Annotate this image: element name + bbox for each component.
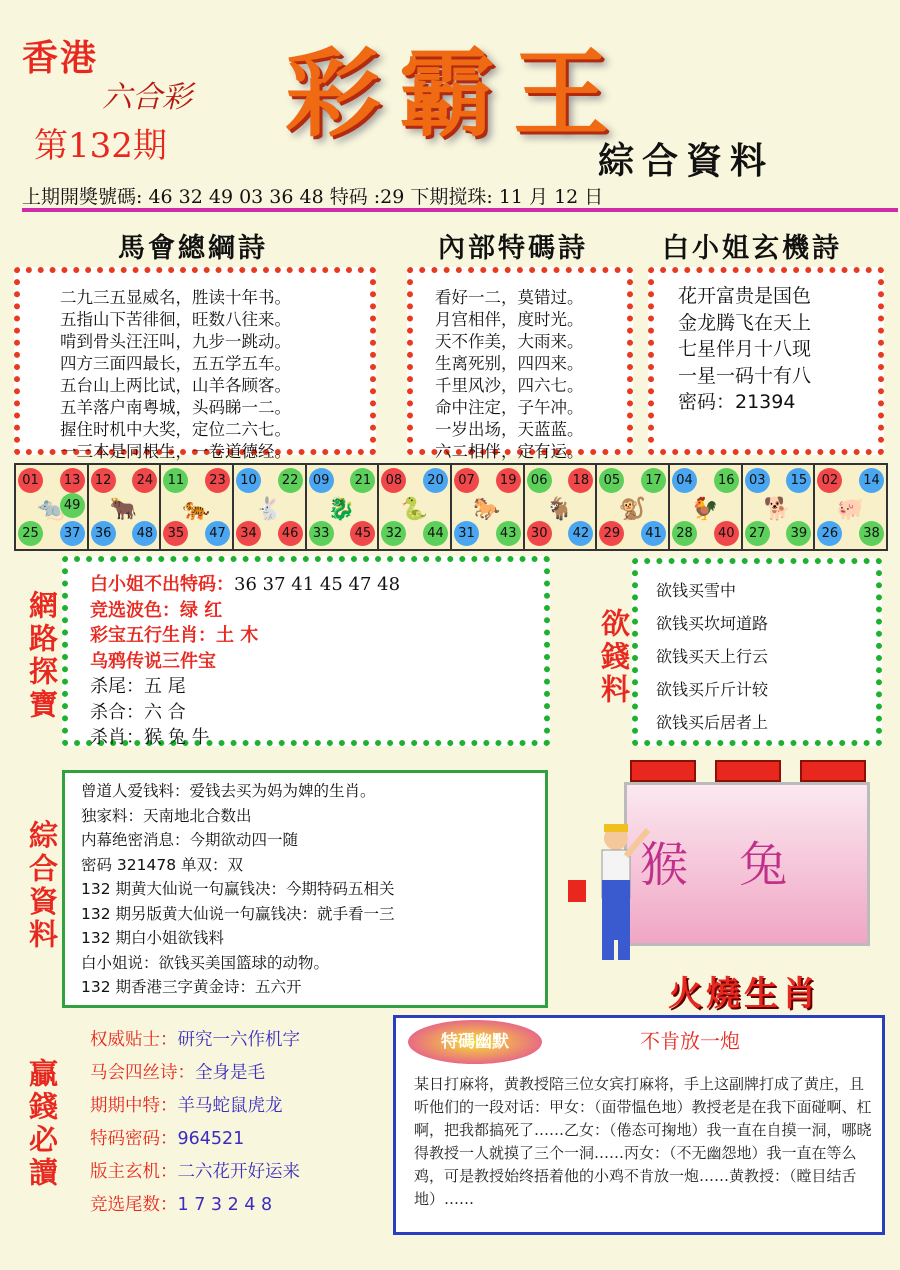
zodiac-cell-rabbit <box>234 465 307 549</box>
horse-icon: 🐎 <box>473 496 501 522</box>
number-ball: 06 <box>527 468 552 493</box>
painter-figure <box>566 820 656 970</box>
number-ball: 42 <box>568 521 593 546</box>
number-ball: 28 <box>672 521 697 546</box>
zodiac-cell-rat <box>16 465 89 549</box>
win-key: 竞选尾数： <box>90 1195 178 1215</box>
win-row <box>90 1090 300 1123</box>
snake-icon: 🐍 <box>400 496 428 522</box>
money-item: 欲钱买后居者上 <box>656 713 769 732</box>
poem-line: 握住时机中大奖，定位二六七。 <box>60 420 291 439</box>
joke-badge: 特碼幽默 <box>408 1020 542 1064</box>
number-ball: 24 <box>132 468 157 493</box>
comp-line: 132 期另版黄大仙说一句赢钱决：就手看一三 <box>81 904 395 923</box>
win-key: 马会四丝诗： <box>90 1063 195 1083</box>
poem-line: 六二相伴，定有运。 <box>435 442 584 461</box>
number-ball: 09 <box>309 468 334 493</box>
number-ball: 32 <box>381 521 406 546</box>
dragon-icon: 🐉 <box>327 496 356 522</box>
number-ball: 17 <box>641 468 666 493</box>
crow-line: 乌鸦传说三件宝 <box>90 650 216 672</box>
win-row <box>90 1189 300 1222</box>
number-ball: 49 <box>60 493 85 518</box>
poem3-title: 白小姐玄機詩 <box>662 233 842 264</box>
number-ball: 04 <box>672 468 697 493</box>
number-ball: 08 <box>381 468 406 493</box>
zodiac-cell-monkey <box>597 465 670 549</box>
billboard-post <box>630 760 696 782</box>
number-ball: 26 <box>817 521 842 546</box>
money-box <box>632 558 882 746</box>
number-ball: 21 <box>350 468 375 493</box>
number-ball: 23 <box>205 468 230 493</box>
miss-label: 白小姐不出特码： <box>90 574 234 595</box>
dog-icon: 🐕 <box>763 496 792 522</box>
win-row <box>90 1156 300 1189</box>
comp-line: 白小姐说：欲钱买美国篮球的动物。 <box>81 953 330 972</box>
comp-line: 密码 321478 单双：双 <box>81 855 244 874</box>
number-ball: 37 <box>60 521 85 546</box>
win-value: 研究一六作机字 <box>177 1030 300 1050</box>
number-ball: 41 <box>641 521 666 546</box>
miss-numbers: 36 37 41 45 47 48 <box>234 574 401 595</box>
rat-icon: 🐀 <box>37 496 65 522</box>
number-ball: 36 <box>91 521 116 546</box>
monkey-icon: 🐒 <box>618 496 646 522</box>
zodiac-cell-goat <box>525 465 598 549</box>
kill-sum: 杀合：六 合 <box>90 701 186 723</box>
poem-line: 四方三面四最长，五五学五车。 <box>60 354 291 373</box>
money-item: 欲钱买坎坷道路 <box>656 614 769 633</box>
number-ball: 44 <box>423 521 448 546</box>
comp-box <box>62 770 548 1008</box>
zodiac-cell-rooster <box>670 465 743 549</box>
last-draw-line: 上期開獎號碼: 46 32 49 03 36 48 特码 :29 下期搅珠: 11 月 12 日 <box>22 186 604 208</box>
poem-line: 花开富贵是国色 <box>678 285 812 307</box>
win-label: 贏錢必讀 <box>25 1058 59 1190</box>
number-ball: 30 <box>527 521 552 546</box>
number-ball: 05 <box>599 468 624 493</box>
number-ball: 48 <box>132 521 157 546</box>
money-item: 欲钱买天上行云 <box>656 647 769 666</box>
lottery-name: 六合彩 <box>102 80 192 115</box>
poem-line: 生离死别，四四来。 <box>435 354 584 373</box>
header-divider <box>22 208 898 212</box>
region-title: 香港 <box>22 38 99 79</box>
number-ball: 03 <box>745 468 770 493</box>
number-ball: 12 <box>91 468 116 493</box>
zodiac-cell-ox <box>89 465 162 549</box>
number-ball: 29 <box>599 521 624 546</box>
number-ball: 40 <box>714 521 739 546</box>
zodiac-cell-horse <box>452 465 525 549</box>
poem-line: 五台山上两比试，山羊各顾客。 <box>60 376 291 395</box>
poem-line: 五指山下苦徘徊，旺数八往来。 <box>60 310 291 329</box>
fire-zodiac-text: 火燒生肖 <box>668 974 820 1014</box>
number-ball: 46 <box>278 521 303 546</box>
win-value: 羊马蛇鼠虎龙 <box>177 1096 283 1116</box>
comp-line: 内幕绝密消息：今期欲动四一随 <box>81 831 299 849</box>
number-ball: 14 <box>859 468 884 493</box>
billboard-text: 猴 兔 <box>640 837 806 893</box>
poem1-title: 馬會總綱詩 <box>118 233 268 264</box>
money-item: 欲钱买斤斤计较 <box>656 680 769 699</box>
poem-line: 一星一码十有八 <box>678 364 812 387</box>
number-ball: 07 <box>454 468 479 493</box>
number-ball: 38 <box>859 521 884 546</box>
win-value: 964521 <box>177 1129 245 1149</box>
web-box <box>62 556 550 746</box>
number-ball: 20 <box>423 468 448 493</box>
number-ball: 33 <box>309 521 334 546</box>
comp-line: 独家料：天南地北合数出 <box>81 806 252 825</box>
comp-line: 132 期黄大仙说一句赢钱决：今期特码五相关 <box>81 880 395 898</box>
number-ball: 01 <box>18 468 43 493</box>
tiger-icon: 🐅 <box>182 496 210 522</box>
number-ball: 22 <box>278 468 303 493</box>
comp-label: 綜合資料 <box>25 820 59 952</box>
win-value: 全身是毛 <box>195 1063 265 1083</box>
poem-line: 五羊落户南粤城，头码睇一二。 <box>60 398 291 417</box>
money-item: 欲钱买雪中 <box>656 581 737 600</box>
poem2-box <box>407 267 633 461</box>
number-ball: 16 <box>714 468 739 493</box>
billboard-post <box>715 760 781 782</box>
number-ball: 34 <box>236 521 261 546</box>
poem-line: 密码：21394 <box>678 391 796 413</box>
zodiac-cell-dog <box>743 465 816 549</box>
rabbit-icon: 🐇 <box>255 496 283 522</box>
poem3-box <box>648 267 884 455</box>
number-ball: 02 <box>817 468 842 493</box>
number-ball: 25 <box>18 521 43 546</box>
number-ball: 10 <box>236 468 261 493</box>
win-key: 期期中特： <box>90 1096 178 1116</box>
number-ball: 19 <box>496 468 521 493</box>
poem-line: 月宫相伴，度时光。 <box>435 310 584 329</box>
subtitle: 綜合資料 <box>598 140 775 182</box>
joke-body: 某日打麻将，黄教授陪三位女宾打麻将，手上这副牌打成了黄庄，且听他们的一段对话：甲女：（面带愠色地）教授老是在我下面碰啊、杠啊，把我都搞死了……乙女：（倦态可掬地）我一直在自摸一洞，哪晓得教授一人就摸了三个一洞……丙女：（不无幽怨地）我一直在等么鸡，可是教授始终捂着他的小鸡不肯放一炮……黄教授：（瞠目结舌地）…… <box>414 1075 872 1208</box>
comp-line: 132 期白小姐欲钱料 <box>81 929 225 947</box>
number-ball: 27 <box>745 521 770 546</box>
goat-icon: 🐐 <box>545 496 574 522</box>
number-ball: 11 <box>163 468 188 493</box>
poem-line: 七星伴月十八现 <box>678 338 812 360</box>
poem-line: 一三本是同根生，一卷道德经。 <box>60 442 291 461</box>
zodiac-cell-tiger <box>161 465 234 549</box>
poem1-box <box>14 267 376 461</box>
number-ball: 35 <box>163 521 188 546</box>
kill-tail: 杀尾：五 尾 <box>90 676 186 697</box>
poem-line: 一岁出场，天蓝蓝。 <box>435 420 584 439</box>
win-value: 1 7 3 2 4 8 <box>177 1195 273 1215</box>
color-line: 竞选波色：绿 红 <box>90 599 223 621</box>
poem-line: 二九三五显威名，胜读十年书。 <box>60 288 291 307</box>
win-row <box>90 1024 300 1057</box>
number-ball: 31 <box>454 521 479 546</box>
ox-icon: 🐂 <box>109 496 138 522</box>
comp-line: 132 期香港三字黄金诗：五六开 <box>81 978 302 996</box>
rooster-icon: 🐓 <box>691 496 719 522</box>
web-label: 網路探寶 <box>25 590 59 722</box>
joke-title: 不肯放一炮 <box>640 1029 740 1053</box>
poem-line: 金龙腾飞在天上 <box>678 311 812 334</box>
logo-title: 彩霸王 <box>285 37 627 150</box>
win-key: 版主玄机： <box>90 1162 178 1182</box>
win-value: 二六花开好运来 <box>177 1162 300 1182</box>
win-key: 权威贴士： <box>90 1030 178 1050</box>
poem-line: 命中注定，子午冲。 <box>435 398 584 417</box>
win-key: 特码密码： <box>90 1129 178 1149</box>
zodiac-cell-snake <box>379 465 452 549</box>
poem-line: 啃到骨头汪汪叫，九步一跳动。 <box>60 332 291 351</box>
poem-line: 看好一二，莫错过。 <box>435 288 584 307</box>
comp-line: 曾道人爱钱料：爱钱去买为妈为婢的生肖。 <box>81 782 376 800</box>
zodiac-cell-pig <box>815 465 886 549</box>
number-ball: 15 <box>786 468 811 493</box>
issue-number: 第132期 <box>34 126 167 166</box>
kill-zodiac: 杀肖：猴 兔 牛 <box>90 727 210 748</box>
pig-icon: 🐖 <box>836 496 864 522</box>
money-label: 欲錢料 <box>597 608 631 707</box>
zodiac-strip <box>14 463 888 551</box>
win-row <box>90 1057 300 1090</box>
number-ball: 13 <box>60 468 85 493</box>
poem2-title: 內部特碼詩 <box>438 233 588 264</box>
number-ball: 18 <box>568 468 593 493</box>
number-ball: 45 <box>350 521 375 546</box>
number-ball: 39 <box>786 521 811 546</box>
poem-line: 天不作美，大雨来。 <box>435 332 584 351</box>
number-ball: 47 <box>205 521 230 546</box>
number-ball: 43 <box>496 521 521 546</box>
element-line: 彩宝五行生肖：土 木 <box>90 625 259 646</box>
zodiac-cell-dragon <box>307 465 380 549</box>
win-list <box>90 1024 300 1222</box>
win-row <box>90 1123 300 1156</box>
billboard-post <box>800 760 866 782</box>
poem-line: 千里风沙，四六七。 <box>435 376 584 395</box>
